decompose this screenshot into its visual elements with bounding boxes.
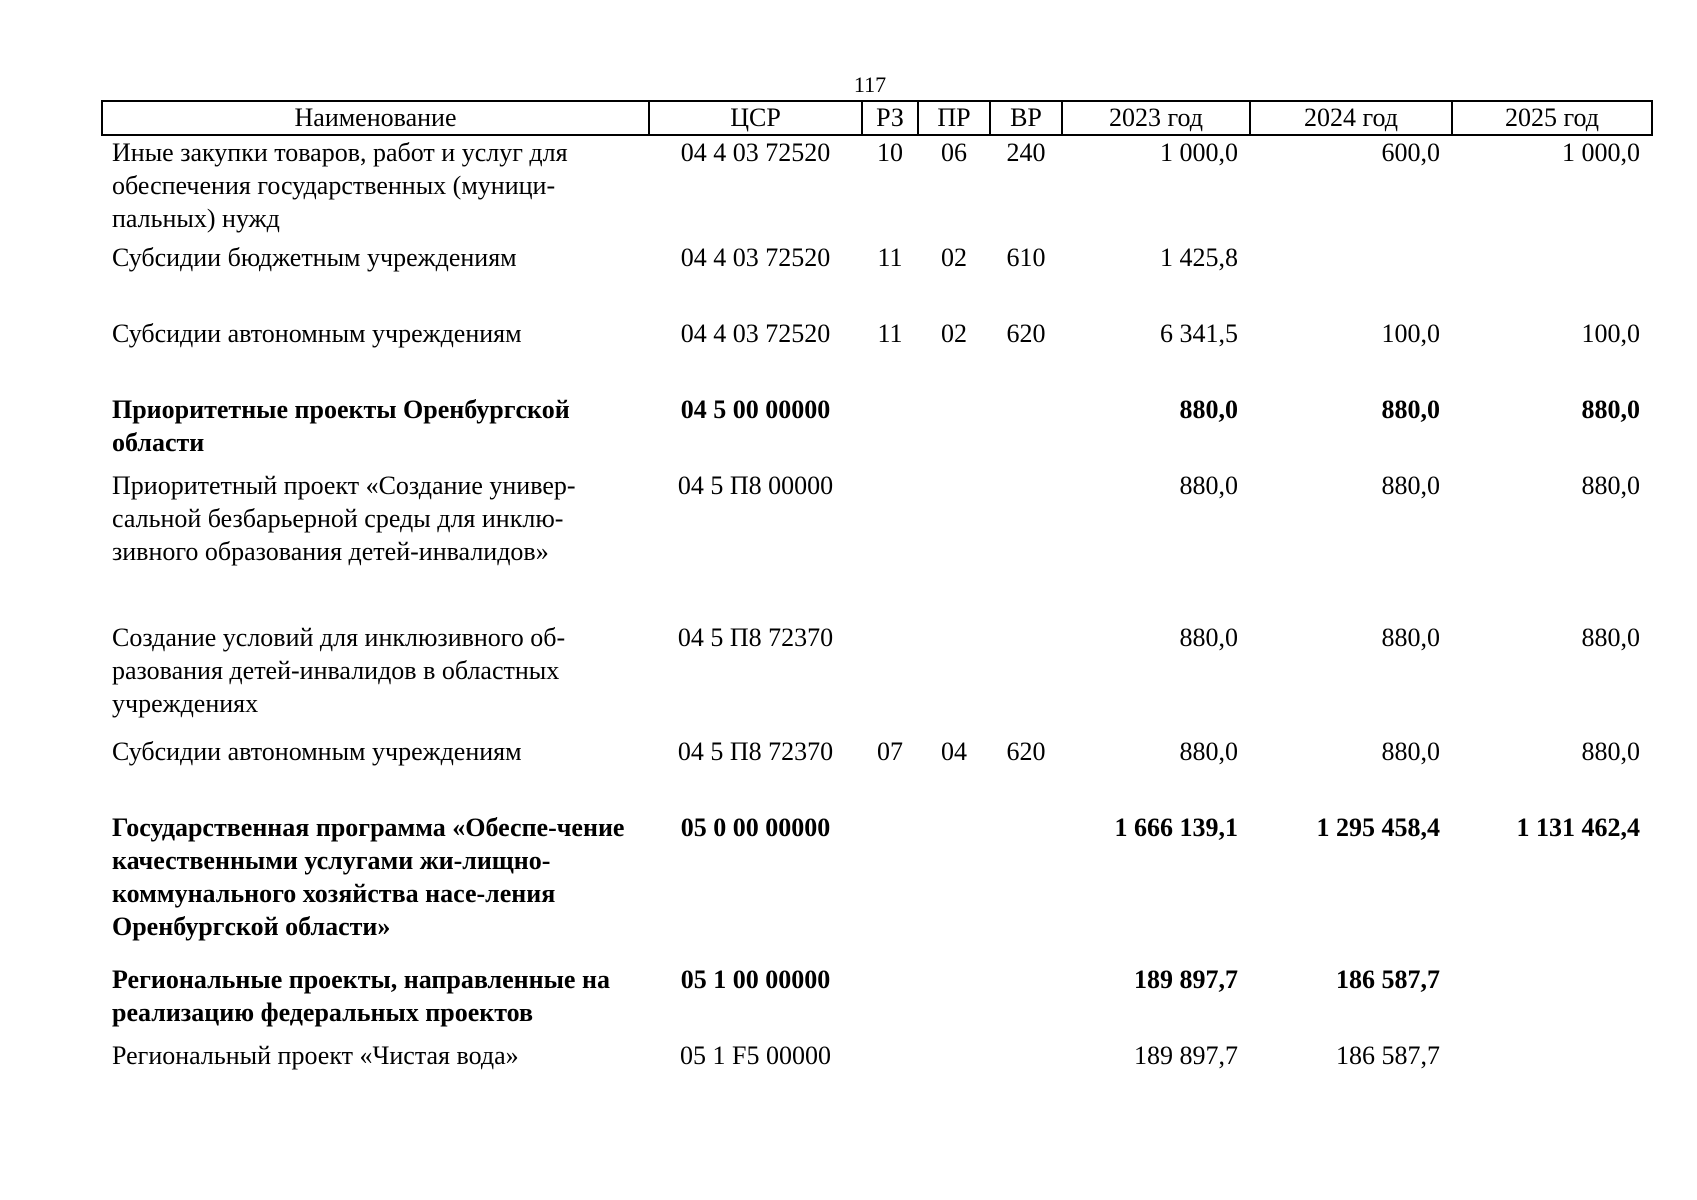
row-csr: 04 4 03 72520 [680, 138, 831, 167]
row-csr: 04 5 00 00000 [680, 395, 831, 424]
header-year-2023: 2023 год [1062, 101, 1250, 135]
row-name: Субсидии автономным учреждениям [112, 737, 522, 766]
row-year-2025 [1452, 241, 1652, 317]
row-pr [918, 621, 990, 735]
row-rz: 07 [877, 737, 903, 766]
row-vr [990, 1039, 1062, 1079]
row-year-2025: 880,0 [1581, 623, 1640, 652]
row-csr: 04 4 03 72520 [680, 319, 831, 348]
header-name: Наименование [102, 101, 649, 135]
row-rz [862, 621, 918, 735]
row-year-2025 [1452, 1039, 1652, 1079]
row-vr [990, 811, 1062, 963]
row-name: Приоритетный проект «Создание универ-сальной безбарьерной среды для инклю-зивного образования детей-инвалидов» [112, 471, 576, 566]
row-csr: 05 1 00 00000 [680, 965, 831, 994]
row-year-2023: 880,0 [1179, 395, 1238, 424]
row-year-2023: 1 425,8 [1160, 243, 1238, 272]
row-csr: 04 5 П8 00000 [677, 471, 834, 500]
table-header [102, 101, 1652, 135]
row-rz [862, 1039, 918, 1079]
row-csr: 04 5 П8 72370 [677, 623, 834, 652]
budget-table [101, 100, 1653, 1079]
row-pr [918, 963, 990, 1039]
row-name: Иные закупки товаров, работ и услуг для обеспечения государственных (муници-пальных) нужд [112, 138, 568, 233]
row-year-2025: 880,0 [1581, 471, 1640, 500]
table-row [102, 963, 1652, 1039]
row-csr: 05 0 00 00000 [680, 813, 831, 842]
table-row [102, 317, 1652, 393]
row-year-2025: 1 000,0 [1562, 138, 1640, 167]
row-rz [862, 963, 918, 1039]
header-year-2024: 2024 год [1250, 101, 1452, 135]
table-row [102, 469, 1652, 621]
table-row [102, 241, 1652, 317]
table-row [102, 1039, 1652, 1079]
row-pr: 02 [941, 319, 967, 348]
table-row [102, 811, 1652, 963]
header-vr: ВР [990, 101, 1062, 135]
row-name: Региональный проект «Чистая вода» [112, 1041, 519, 1070]
row-vr: 620 [1006, 319, 1046, 348]
row-name: Приоритетные проекты Оренбургской области [112, 395, 570, 457]
row-year-2023: 1 000,0 [1160, 138, 1238, 167]
row-year-2024 [1250, 241, 1452, 317]
row-year-2024: 186 587,7 [1336, 1041, 1440, 1070]
row-year-2024: 1 295 458,4 [1316, 813, 1440, 842]
row-pr [918, 393, 990, 469]
row-year-2024: 880,0 [1381, 395, 1440, 424]
row-pr: 04 [941, 737, 967, 766]
row-year-2025: 1 131 462,4 [1516, 813, 1640, 842]
row-year-2023: 1 666 139,1 [1114, 813, 1238, 842]
row-pr [918, 469, 990, 621]
row-vr: 610 [1006, 243, 1046, 272]
row-rz: 11 [877, 319, 903, 348]
header-row [102, 101, 1652, 135]
row-year-2024: 880,0 [1381, 471, 1440, 500]
row-year-2023: 6 341,5 [1160, 319, 1238, 348]
row-rz [862, 469, 918, 621]
row-vr [990, 393, 1062, 469]
row-year-2025: 880,0 [1581, 395, 1640, 424]
row-vr [990, 469, 1062, 621]
row-name: Государственная программа «Обеспе-чение качественными услугами жи-лищно-коммунального хозяйства насе-ления Оренбургской области» [112, 813, 625, 941]
row-csr: 04 4 03 72520 [680, 243, 831, 272]
row-name: Создание условий для инклюзивного об-разования детей-инвалидов в областных учреждениях [112, 623, 566, 718]
table-row [102, 735, 1652, 811]
row-year-2024: 880,0 [1381, 623, 1440, 652]
row-rz: 10 [877, 138, 903, 167]
row-year-2024: 100,0 [1381, 319, 1440, 348]
row-pr [918, 811, 990, 963]
table-body [102, 135, 1652, 1079]
header-rz: РЗ [862, 101, 918, 135]
row-rz [862, 393, 918, 469]
header-csr: ЦСР [649, 101, 862, 135]
row-year-2023: 880,0 [1179, 471, 1238, 500]
row-vr: 240 [1006, 138, 1046, 167]
row-pr [918, 1039, 990, 1079]
row-name: Субсидии бюджетным учреждениям [112, 243, 517, 272]
row-pr: 06 [941, 138, 967, 167]
row-year-2025: 100,0 [1581, 319, 1640, 348]
row-name: Субсидии автономным учреждениям [112, 319, 522, 348]
table-row [102, 621, 1652, 735]
row-year-2023: 189 897,7 [1134, 1041, 1238, 1070]
table-row [102, 393, 1652, 469]
row-year-2024: 880,0 [1381, 737, 1440, 766]
row-year-2025 [1452, 963, 1652, 1039]
header-pr: ПР [918, 101, 990, 135]
row-year-2023: 189 897,7 [1134, 965, 1238, 994]
row-year-2024: 186 587,7 [1336, 965, 1440, 994]
row-vr [990, 963, 1062, 1039]
row-year-2024: 600,0 [1381, 138, 1440, 167]
row-rz [862, 811, 918, 963]
row-name: Региональные проекты, направленные на реализацию федеральных проектов [112, 965, 610, 1027]
row-year-2025: 880,0 [1581, 737, 1640, 766]
table-row [102, 135, 1652, 241]
row-rz: 11 [877, 243, 903, 272]
row-pr: 02 [941, 243, 967, 272]
page-number: 117 [853, 72, 887, 97]
row-year-2023: 880,0 [1179, 737, 1238, 766]
row-year-2023: 880,0 [1179, 623, 1238, 652]
row-csr: 05 1 F5 00000 [680, 1041, 831, 1070]
row-vr: 620 [1006, 737, 1046, 766]
row-csr: 04 5 П8 72370 [677, 737, 834, 766]
header-year-2025: 2025 год [1452, 101, 1652, 135]
row-vr [990, 621, 1062, 735]
